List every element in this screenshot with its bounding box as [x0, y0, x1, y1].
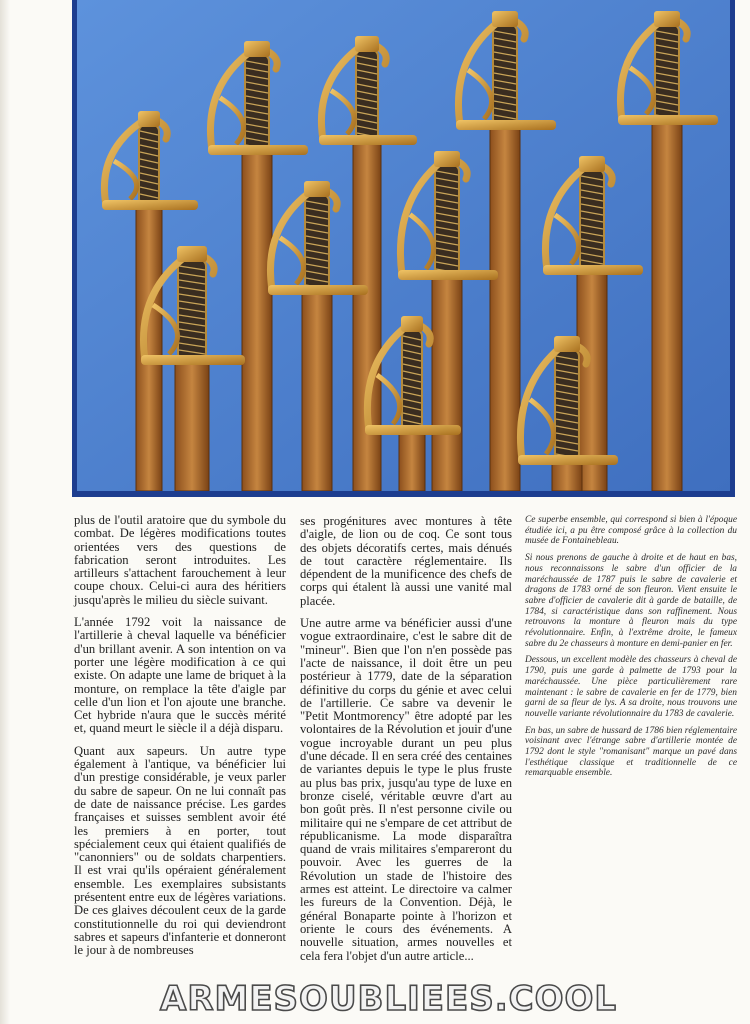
crossguard-shape	[543, 265, 643, 275]
pommel-shape	[492, 11, 518, 27]
page-spine-shadow	[0, 0, 10, 1024]
swords-photo-icon	[77, 0, 730, 491]
paragraph: Une autre arme va bénéficier aussi d'une vogue extraordinaire, c'est le sabre dit de "mineur". Bien que l'on n'en possède pas l'acte de naissance, il doit être un peu postérieur à 1779, date de la séparation définitive du corps du génie et avec celui de l'artillerie. Ce sabre va devenir le "Petit Montmorency" être adopté par les volontaires de la Révolution et jouir d'une vogue incroyable durant un peu plus d'une décade. Il en sera créé des centaines de variantes depuis le type le plus fruste au plus bas prix, jusqu'au type de luxe en bronze ciselé, véritable œuvre d'art au bon goût près. Il n'est personne civile ou militaire qui ne s'empare de cet attribut de républicanisme. La mode disparaîtra quand de vrais militaires s'empareront du pouvoir. Avec les guerres de la Révolution un stade de l'histoire des armes est atteint. Le directoire va calmer les fureurs de la Convention. Déjà, le général Bonaparte pointe à l'horizon et oriente le cours des événements. A nouvelle situation, armes nouvelles et cela fera l'objet d'un autre article...	[300, 616, 512, 963]
crossguard-shape	[102, 200, 198, 210]
pommel-shape	[579, 156, 605, 172]
pommel-shape	[401, 316, 423, 332]
pommel-shape	[355, 36, 379, 52]
article-column-2	[300, 515, 512, 972]
crossguard-shape	[319, 135, 417, 145]
paragraph: plus de l'outil aratoire que du symbole du combat. De légères modifications toutes orientées vers des questions de fabrication seront introduites. Les artilleurs s'attachent farouchement à leur coupe choux. Celui-ci aura des héritiers jusqu'après le milieu du siècle suivant.	[74, 513, 286, 607]
scabbard-shape	[490, 125, 520, 491]
grip-shape	[655, 25, 679, 120]
crossguard-shape	[456, 120, 556, 130]
crossguard-shape	[518, 455, 618, 465]
pommel-shape	[434, 151, 460, 167]
pommel-shape	[138, 111, 160, 127]
article-column-1	[74, 514, 286, 967]
pommel-shape	[304, 181, 330, 197]
pommel-shape	[654, 11, 680, 27]
photo-caption	[525, 515, 737, 785]
pommel-shape	[177, 246, 207, 262]
scabbard-shape	[136, 205, 162, 491]
scabbard-shape	[652, 120, 682, 491]
crossguard-shape	[208, 145, 308, 155]
sword-collection-photo	[72, 0, 735, 497]
paragraph: L'année 1792 voit la naissance de l'artillerie à cheval laquelle va bénéficier d'un brillant avenir. A son intention on va porter une légère modification à ce qui existe. On adapte une lame de briquet à la monture, on remplace la tête d'aigle par celle d'un lion et l'on ajoute une branche. Cet hybride n'aura que le succès mérité et, quand meurt le siècle il a déjà disparu.	[74, 615, 286, 736]
paragraph: ses progénitures avec montures à tête d'aigle, de lion ou de coq. Ce sont tous des objets décoratifs certes, mais dénués de tout caractère réglementaire. Ils dépendent de la munificence des chefs de corps qui étalent là aussi une vanité mal placée.	[300, 514, 512, 608]
caption-paragraph: En bas, un sabre de hussard de 1786 bien réglementaire voisinant avec l'étrange sabre d'artillerie montée de 1792 dont le style "romanisant" marque un pavé dans l'esthétique classique et traditionnelle de ce remarquable ensemble.	[525, 725, 737, 779]
scabbard-shape	[432, 275, 462, 491]
crossguard-shape	[618, 115, 718, 125]
watermark: ARMESOUBLIEES.COOL	[160, 979, 618, 1019]
scabbard-shape	[175, 360, 209, 491]
crossguard-shape	[268, 285, 368, 295]
caption-paragraph: Dessous, un excellent modèle des chasseurs à cheval de 1790, puis une garde à palmette de 1793 pour la maréchaussée. Une pièce particulièrement rare maintenant : le sabre de cavalerie en fer de 1779, bien garni de sa fleur de lys. A sa droite, nous trouvons une nouvelle variante révolutionnaire du 1783 de cavalerie.	[525, 655, 737, 719]
pommel-shape	[554, 336, 580, 352]
crossguard-shape	[141, 355, 245, 365]
grip-shape	[305, 195, 329, 290]
grip-shape	[245, 55, 269, 150]
crossguard-shape	[398, 270, 498, 280]
paragraph: Quant aux sapeurs. Un autre type également à l'antique, va bénéficier lui d'un prestige considérable, je veux parler du sabre de sapeur. On ne lui connaît pas de date de naissance précise. Les gardes françaises et suisses semblent avoir été les premiers à en porter, tout spécialement ceux qui étaient qualifiés de "canonniers" ou de soldats charpentiers. Il est vrai qu'ils opéraient généralement ensemble. Les exemplaires subsistants présentent entre eux de légères variations. De ces glaives découlent ceux de la garde constitutionnelle du roi qui deviendront sabres et sapeurs d'infanterie et donneront le jour à de nombreuses	[74, 743, 286, 958]
scabbard-shape	[399, 430, 425, 491]
crossguard-shape	[365, 425, 461, 435]
pommel-shape	[244, 41, 270, 57]
caption-paragraph: Si nous prenons de gauche à droite et de haut en bas, nous reconnaissons le sabre d'un officier de la maréchaussée de 1787 puis le sabre de cavalerie et dragons de 1783 orné de son fleuron. Vient ensuite le sabre d'officier de cavalerie dit à garde de bataille, de 1784, si caractéristique dans son raffinement. Nous retrouvons la monture à fleuron mais du type révolutionnaire. Enfin, à l'extrême droite, le fameux sabre du 2e chasseurs à monture en demi-panier en fer.	[525, 553, 737, 649]
scabbard-shape	[302, 290, 332, 491]
grip-shape	[139, 125, 159, 205]
caption-paragraph: Ce superbe ensemble, qui correspond si bien à l'époque étudiée ici, a pu être composé grâce à la collection du musée de Fontainebleau.	[525, 515, 737, 547]
scabbard-shape	[242, 150, 272, 491]
scabbard-shape	[353, 140, 381, 491]
